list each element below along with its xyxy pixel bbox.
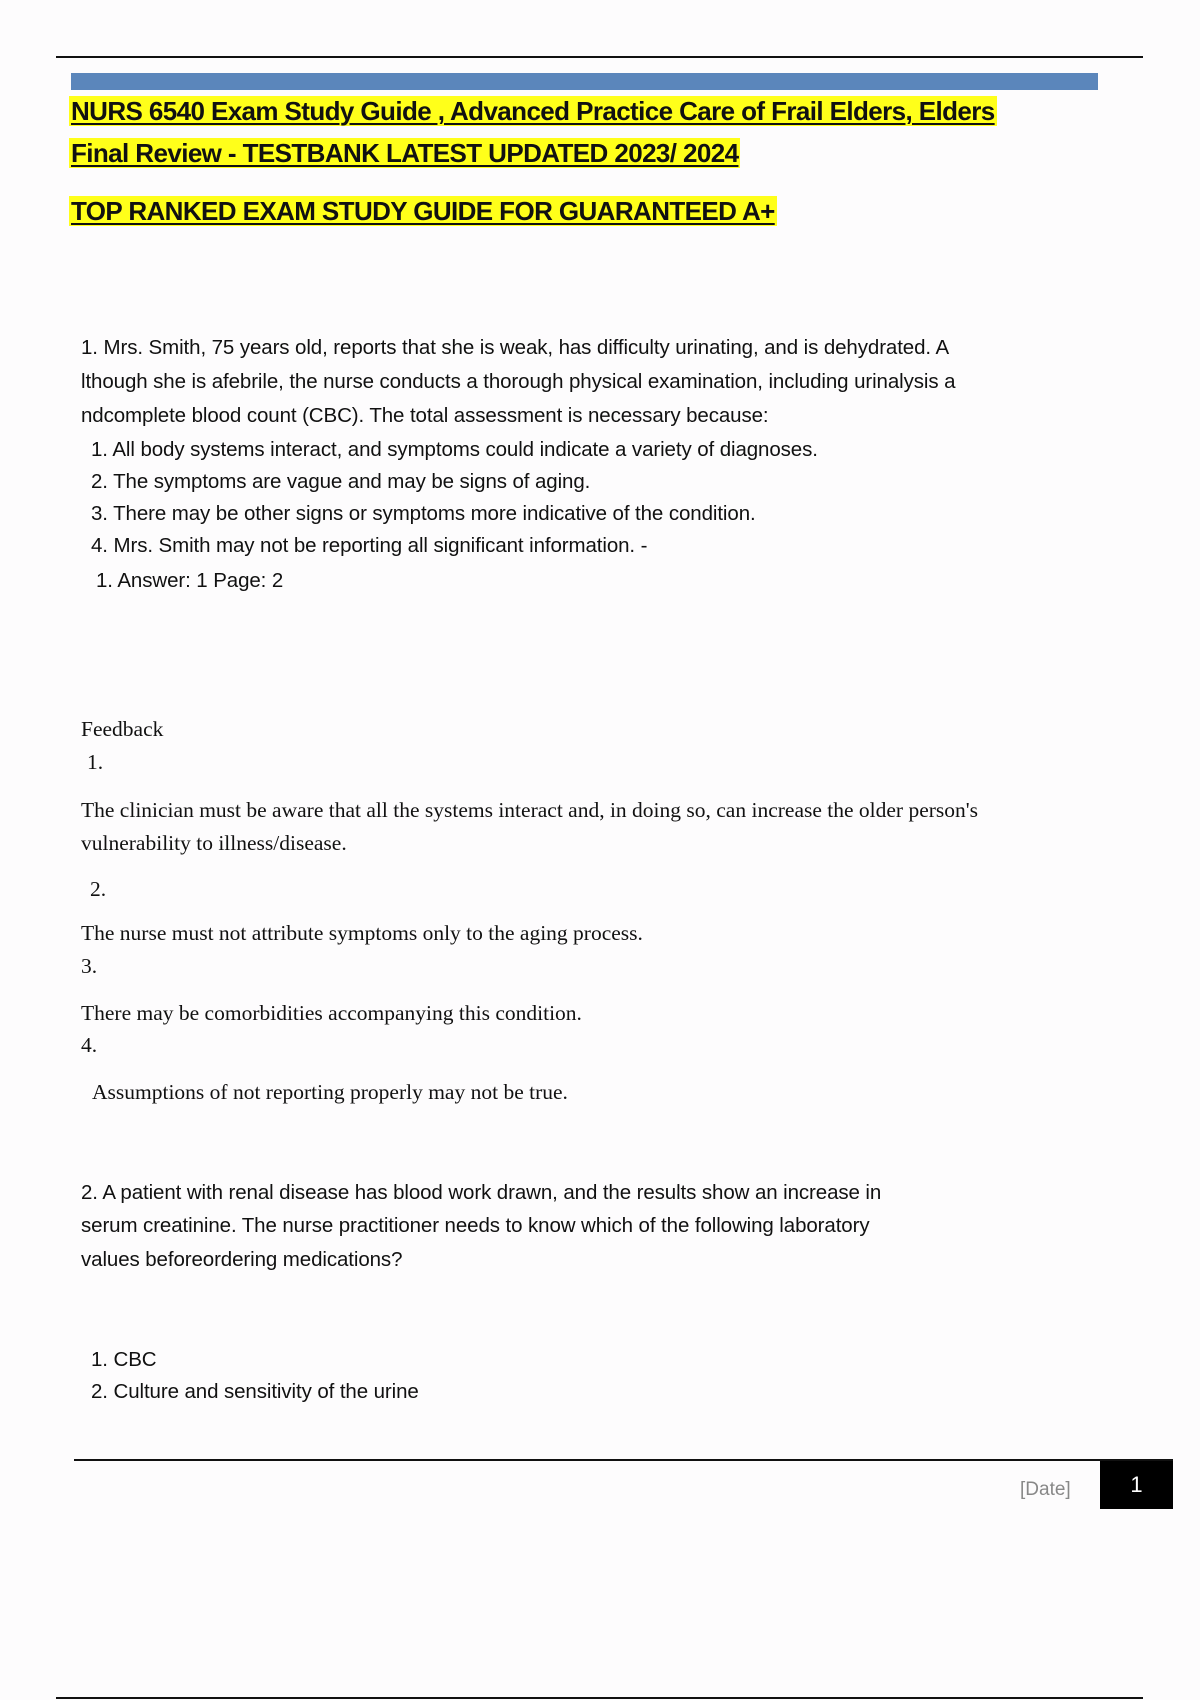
feedback-heading: Feedback [81,717,164,741]
question-1-option-4: 4. Mrs. Smith may not be reporting all significant information. - [91,534,648,557]
footer-date: [Date] [1020,1479,1071,1500]
title-line-1: NURS 6540 Exam Study Guide , Advanced Practice Care of Frail Elders, Elders [71,96,995,126]
feedback-number-3: 3. [81,954,98,978]
question-1-stem-line-2: lthough she is afebrile, the nurse conducts a thorough physical examination, including urinalysis a [81,370,956,393]
question-2-option-2: 2. Culture and sensitivity of the urine [91,1380,419,1403]
question-1-option-3: 3. There may be other signs or symptoms more indicative of the condition. [91,502,756,525]
question-2-stem-line-2: serum creatinine. The nurse practitioner needs to know which of the following laboratory [81,1214,870,1237]
question-2-stem-line-3: values beforeordering medications? [81,1248,403,1271]
top-rule [56,56,1143,58]
question-2-stem-line-1: 2. A patient with renal disease has blood work drawn, and the results show an increase in [81,1181,882,1204]
question-1-answer: 1. Answer: 1 Page: 2 [96,569,284,592]
page-bottom-rule [56,1697,1143,1699]
footer-rule [74,1459,1173,1461]
feedback-number-2: 2. [90,877,107,901]
question-1-stem-line-1: 1. Mrs. Smith, 75 years old, reports that she is weak, has difficulty urinating, and is dehydrated. A [81,336,950,359]
feedback-text-4: Assumptions of not reporting properly may not be true. [92,1080,568,1104]
question-2-option-1: 1. CBC [91,1348,157,1371]
feedback-text-1-line-2: vulnerability to illness/disease. [81,831,347,855]
header-accent-bar [71,73,1098,90]
feedback-number-1: 1. [87,750,104,774]
title-line-2: Final Review - TESTBANK LATEST UPDATED 2023/ 2024 [71,138,739,168]
page-number: 1 [1100,1461,1173,1509]
feedback-text-2: The nurse must not attribute symptoms only to the aging process. [81,921,643,945]
question-1-stem-line-3: ndcomplete blood count (CBC). The total assessment is necessary because: [81,404,769,427]
feedback-text-1-line-1: The clinician must be aware that all the systems interact and, in doing so, can increase the older person's [81,798,979,822]
question-1-option-1: 1. All body systems interact, and symptoms could indicate a variety of diagnoses. [91,438,818,461]
feedback-number-4: 4. [81,1033,98,1057]
feedback-text-3: There may be comorbidities accompanying this condition. [81,1001,582,1025]
question-1-option-2: 2. The symptoms are vague and may be signs of aging. [91,470,591,493]
title-line-3: TOP RANKED EXAM STUDY GUIDE FOR GUARANTEED A+ [71,196,775,226]
